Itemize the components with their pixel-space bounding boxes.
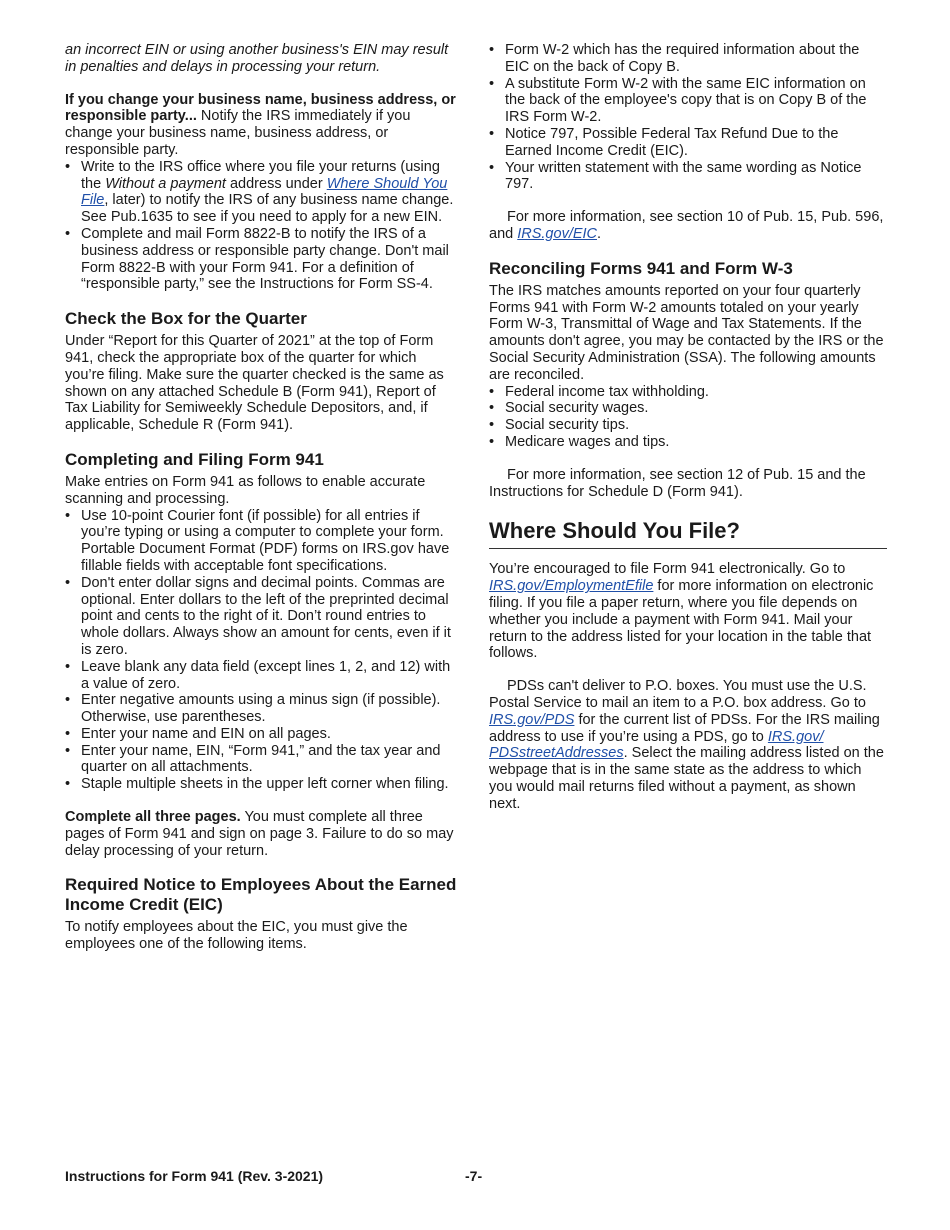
where-should-you-file-link[interactable]: Where Should You File	[81, 175, 448, 209]
where-paragraph-2: PDSs can't deliver to P.O. boxes. You must use the U.S. Postal Service to mail an item to a P.O. box address. Go to IRS.gov/PDS for the current list of PDSs. For the IRS mailing address to use if you’re using a PDS, go to IRS.gov/ PDSstreetAddresses. Select the mailing address listed on the webpage that is in the same state as the address to which you would mail returns filed without a payment, as shown next.	[489, 678, 884, 812]
change-paragraph: If you change your business name, business address, or responsible party... Notify the IRS immediately if you change your business name, business address, or responsible party.	[65, 91, 456, 158]
reconciling-heading: Reconciling Forms 941 and Form W-3	[489, 258, 793, 278]
page-number: -7-	[465, 1168, 483, 1184]
list-item: • Enter your name and EIN on all pages.	[65, 725, 331, 742]
list-item: • Medicare wages and tips.	[489, 433, 670, 450]
list-item: • A substitute Form W-2 with the same EIC information on the back of the employee's copy that is on Copy B of the IRS Form W-2.	[489, 75, 867, 126]
list-item: • Social security tips.	[489, 417, 630, 434]
eic-more-paragraph: For more information, see section 10 of Pub. 15, Pub. 596, and IRS.gov/EIC.	[489, 209, 884, 242]
list-item: • Enter your name, EIN, “Form 941,” and the tax year and quarter on all attachments.	[65, 742, 441, 776]
where-heading: Where Should You File?	[489, 518, 887, 549]
list-item: • Staple multiple sheets in the upper left corner when filing.	[65, 776, 449, 793]
list-item: • Write to the IRS office where you file your returns (using the Without a payment address under Where Should You File, later) to notify the IRS of any business name change. See Pub.1635 to see if you need to apply for a new EIN.	[65, 158, 454, 226]
change-lead: If you change your business name, business address, or responsible party...	[65, 91, 456, 125]
list-item: • Use 10-point Courier font (if possible) for all entries if you’re typing or using a computer to complete your form. Portable Document Format (PDF) forms on IRS.gov have fillable fields with acceptable font specifications.	[65, 507, 450, 574]
eic-heading: Required Notice to Employees About the Earned Income Credit (EIC)	[65, 875, 457, 915]
intro-paragraph: an incorrect EIN or using another business's EIN may result in penalties and delays in processing your return.	[65, 42, 449, 75]
left-column	[65, 42, 457, 953]
right-column	[489, 42, 887, 812]
employment-efile-link[interactable]: IRS.gov/EmploymentEfile	[489, 578, 654, 595]
list-item: • Your written statement with the same wording as Notice 797.	[489, 159, 862, 193]
pds-street-addresses-link[interactable]: IRS.gov/ PDSstreetAddresses	[489, 728, 824, 762]
reconciling-paragraph: The IRS matches amounts reported on your four quarterly Forms 941 with Form W-2 amounts totaled on your yearly Form W-3, Transmittal of Wage and Tax Statements. If the amounts don't agree, you may be contacted by the IRS or the Social Security Administration (SSA). The following amounts are reconciled.	[489, 282, 884, 383]
eic-paragraph: To notify employees about the EIC, you must give the employees one of the following items.	[65, 919, 408, 953]
irs-eic-link[interactable]: IRS.gov/EIC	[517, 225, 598, 242]
list-item: • Complete and mail Form 8822-B to notify the IRS of a business address or responsible party change. Don't mail Form 8822-B with your Form 941. For a definition of “responsible party,” see the Instructions for Form SS-4.	[65, 225, 449, 293]
list-item: • Don't enter dollar signs and decimal points. Commas are optional. Enter dollars to the left of the preprinted decimal point and cents to the right of it. Don’t round entries to whole dollars. Always show an amount for cents, even if it is zero.	[65, 574, 451, 658]
list-item: • Enter negative amounts using a minus sign (if possible). Otherwise, use parentheses.	[65, 692, 441, 726]
list-item: • Notice 797, Possible Federal Tax Refund Due to the Earned Income Credit (EIC).	[489, 125, 839, 159]
reconciling-more-paragraph: For more information, see section 12 of Pub. 15 and the Instructions for Schedule D (Form 941).	[489, 466, 866, 500]
all-pages-paragraph: Complete all three pages. You must complete all three pages of Form 941 and sign on page 3. Failure to do so may delay processing of your return.	[65, 809, 454, 859]
completing-intro: Make entries on Form 941 as follows to enable accurate scanning and processing.	[65, 473, 426, 507]
list-item: • Form W-2 which has the required information about the EIC on the back of Copy B.	[489, 42, 860, 75]
list-item: • Social security wages.	[489, 400, 649, 417]
list-item: • Federal income tax withholding.	[489, 383, 709, 400]
quarter-paragraph: Under “Report for this Quarter of 2021” at the top of Form 941, check the appropriate box of the quarter for which you’re filing. Make sure the quarter checked is the same as shown on any attached Schedule B (Form 941), Report of Tax Liability for Semiweekly Schedule Depositors, and, if applicable, Schedule R (Form 941).	[65, 333, 444, 434]
footer-title: Instructions for Form 941 (Rev. 3-2021)	[65, 1168, 324, 1184]
quarter-heading: Check the Box for the Quarter	[65, 309, 307, 329]
list-item: • Leave blank any data field (except lines 1, 2, and 12) with a value of zero.	[65, 658, 451, 692]
irs-pds-link[interactable]: IRS.gov/PDS	[489, 711, 575, 728]
where-paragraph-1: You’re encouraged to file Form 941 electronically. Go to IRS.gov/EmploymentEfile for more information on electronic filing. If you file a paper return, where you file depends on whether you include a payment with Form 941. Mail your return to the address listed for your location in the table that follows.	[489, 561, 874, 662]
completing-heading: Completing and Filing Form 941	[65, 449, 324, 469]
